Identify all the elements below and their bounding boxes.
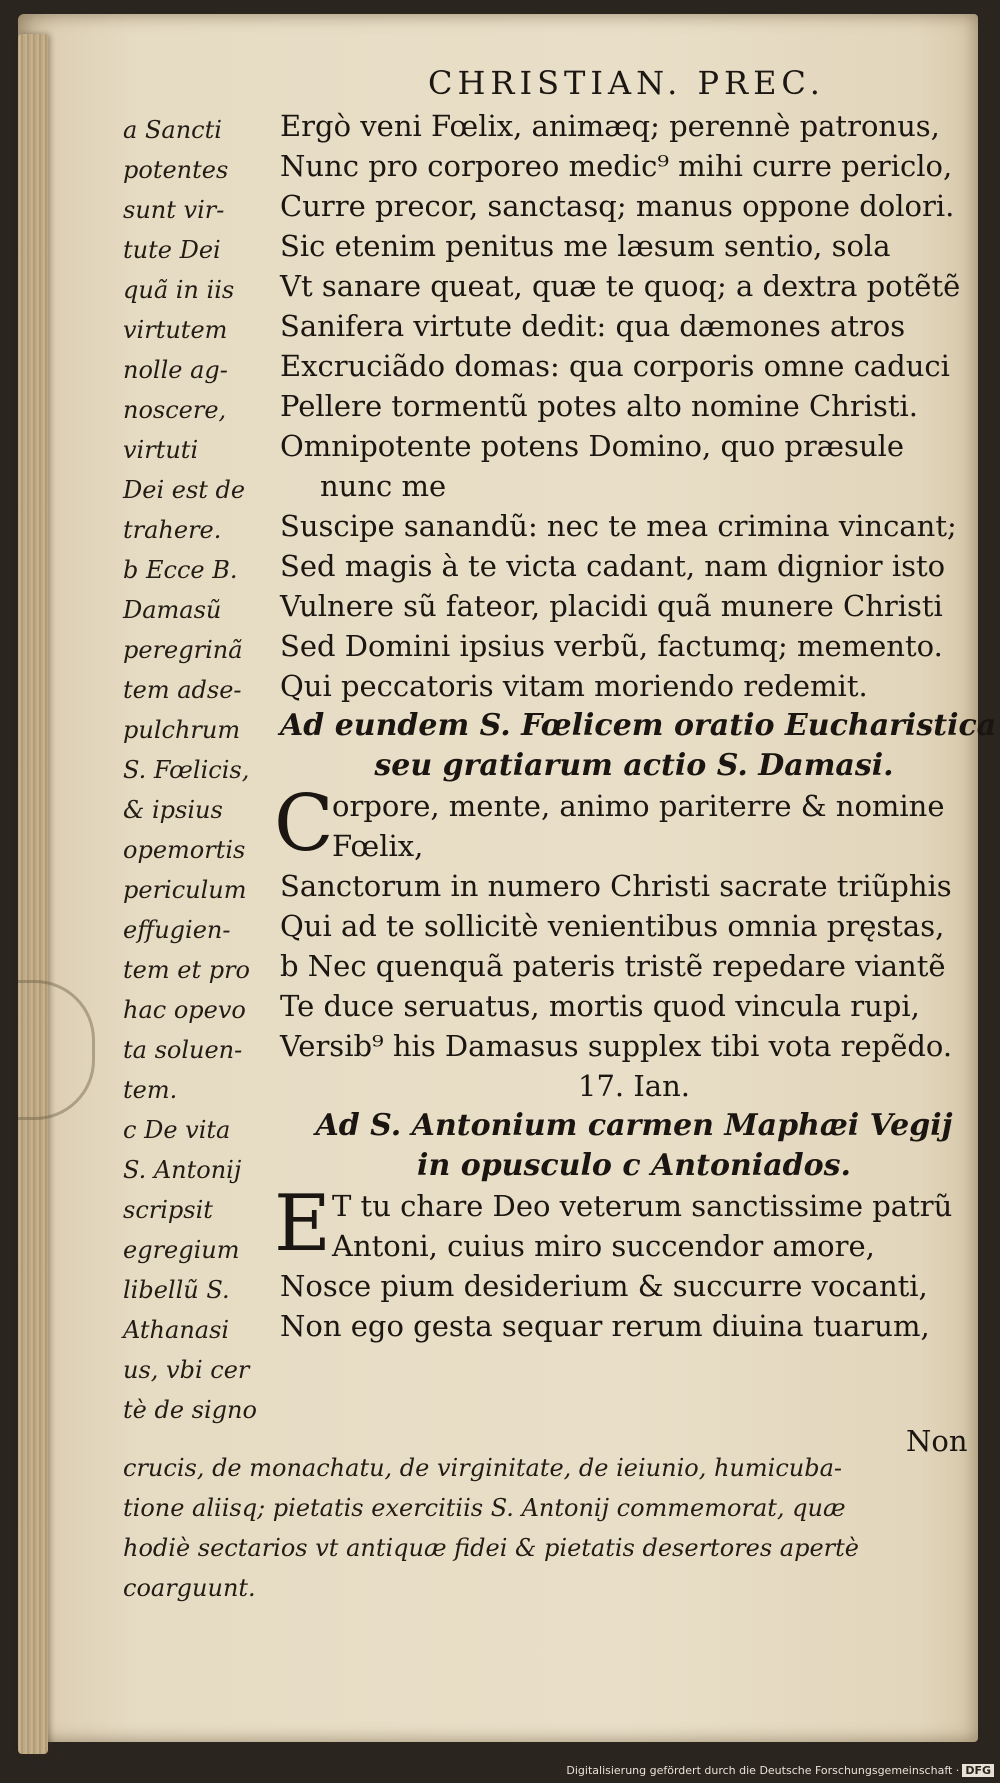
verse-line: Sic etenim penitus me læsum sentio, sola [280,229,891,263]
catchword: Non [906,1424,968,1458]
verse-line: Sed magis à te victa cadant, nam dignior isto [280,549,946,583]
verse-line-text: T tu chare Deo veterum sanctissime patrũ [332,1189,953,1223]
verse-line: Sanctorum in numero Christi sacrate triũphis [280,869,952,903]
verse-line: Suscipe sanandũ: nec te mea crimina vincant; [280,509,957,543]
margin-note-line: Dei est de [123,476,246,504]
verse-line: Sed Domini ipsius verbũ, factumq; memento. [280,629,943,663]
verse-line: Antoni, cuius miro succendor amore, [332,1229,875,1263]
margin-note-line: tem et pro [123,956,250,984]
margin-note-line: & ipsius [123,796,223,824]
margin-note-line: Athanasi [123,1316,230,1344]
footnote-line: crucis, de monachatu, de virginitate, de ieiunio, humicuba- [123,1454,843,1482]
margin-note-line: a Sancti [123,116,222,144]
verse-line: Ergò veni Fœlix, animæq; perennè patronus, [280,109,940,143]
section-heading: Ad S. Antonium carmen Maphæi Vegij [315,1108,953,1143]
margin-note-line: libellũ S. [123,1276,230,1304]
margin-note-line: sunt vir- [123,196,225,224]
margin-note-line: b Ecce B. [123,556,238,584]
verse-line: Qui ad te sollicitè venientibus omnia pręstas, [280,909,945,943]
margin-note-line: scripsit [123,1196,213,1224]
margin-note-line: ta soluen- [123,1036,243,1064]
margin-note-line: c De vita [123,1116,231,1144]
verse-line: nunc me [320,469,447,503]
margin-note-line: tute Dei [123,236,221,264]
footnote-line: tione aliisq; pietatis exercitiis S. Antonij commemorat, quæ [123,1494,846,1522]
margin-note-line: S. Fœlicis, [123,756,250,784]
margin-note-line: trahere. [123,516,222,544]
margin-notes [123,110,283,1430]
verse-line-text: orpore, mente, animo pariterre & nomine [332,789,945,823]
verse-line: Versib⁹ his Damasus supplex tibi vota repẽdo. [280,1029,953,1063]
margin-note-line: peregrinã [123,636,243,664]
margin-note-line: virtutem [123,316,228,344]
verse-line: Omnipotente potens Domino, quo præsule [280,429,905,463]
section-heading: Ad eundem S. Fœlicem oratio Eucharistica [280,708,997,743]
main-text [274,106,997,1346]
margin-note-line: opemortis [123,836,246,864]
footnote-line: coarguunt. [123,1574,256,1602]
verse-line: Pellere tormentũ potes alto nomine Christi. [280,389,919,423]
verse-line: Nosce pium desiderium & succurre vocanti, [280,1269,928,1303]
margin-note-line: Damasũ [123,596,222,624]
margin-note-line: virtuti [123,436,199,464]
dfg-logo: DFG [962,1764,994,1777]
verse-line: Excruciãdo domas: qua corporis omne caduci [280,349,950,383]
verse-line: Curre precor, sanctasq; manus oppone dolori. [280,189,955,223]
margin-note-line: pulchrum [123,716,241,744]
book-page [18,14,997,1742]
verse-line: Qui peccatoris vitam moriendo redemit. [280,669,868,703]
digitization-credit [566,1764,994,1777]
book-spine [18,34,48,1754]
verse-line: Vt sanare queat, quæ te quoq; a dextra potẽtẽ [280,269,961,303]
margin-note-line: us, vbi cer [123,1356,250,1384]
credit-text: Digitalisierung gefördert durch die Deutsche Forschungsgemeinschaft · [566,1764,960,1777]
margin-note-line: nolle ag- [123,356,228,384]
margin-note-line: tem adse- [123,676,242,704]
margin-note-line: tem. [123,1076,178,1104]
margin-note-line: S. Antonij [123,1156,242,1184]
margin-note-line: tè de signo [123,1396,257,1424]
margin-note-line: potentes [123,156,229,184]
margin-note-line: hac opevo [123,996,246,1024]
margin-note-line: noscere, [123,396,227,424]
drop-capital: E [274,1179,331,1269]
page-clip [18,980,95,1120]
margin-note-line: effugien- [123,916,231,944]
margin-note-line: quã in iis [123,276,235,304]
verse-line: Fœlix, [332,829,424,863]
verse-line: Sanifera virtute dedit: qua dæmones atros [280,309,906,343]
verse-line: Non ego gesta sequar rerum diuina tuarum, [280,1309,930,1343]
drop-capital: C [274,779,334,869]
footnote-line: hodiè sectarios vt antiquæ fidei & pietatis desertores apertè [123,1534,859,1562]
feast-date: 17. Ian. [578,1069,690,1103]
margin-note-line: periculum [123,876,247,904]
verse-line: b Nec quenquã pateris tristẽ repedare viantẽ [280,949,946,983]
section-heading: seu gratiarum actio S. Damasi. [374,748,894,783]
verse-line: Vulnere sũ fateor, placidi quã munere Christi [280,589,943,623]
margin-note-line: egregium [123,1236,240,1264]
running-head: CHRISTIAN. PREC. [428,64,825,102]
verse-line: Nunc pro corporeo medic⁹ mihi curre periclo, [280,149,953,183]
verse-line: Te duce seruatus, mortis quod vincula rupi, [280,989,920,1023]
footnote-block [123,1448,993,1608]
section-heading: in opusculo c Antoniados. [417,1148,851,1183]
